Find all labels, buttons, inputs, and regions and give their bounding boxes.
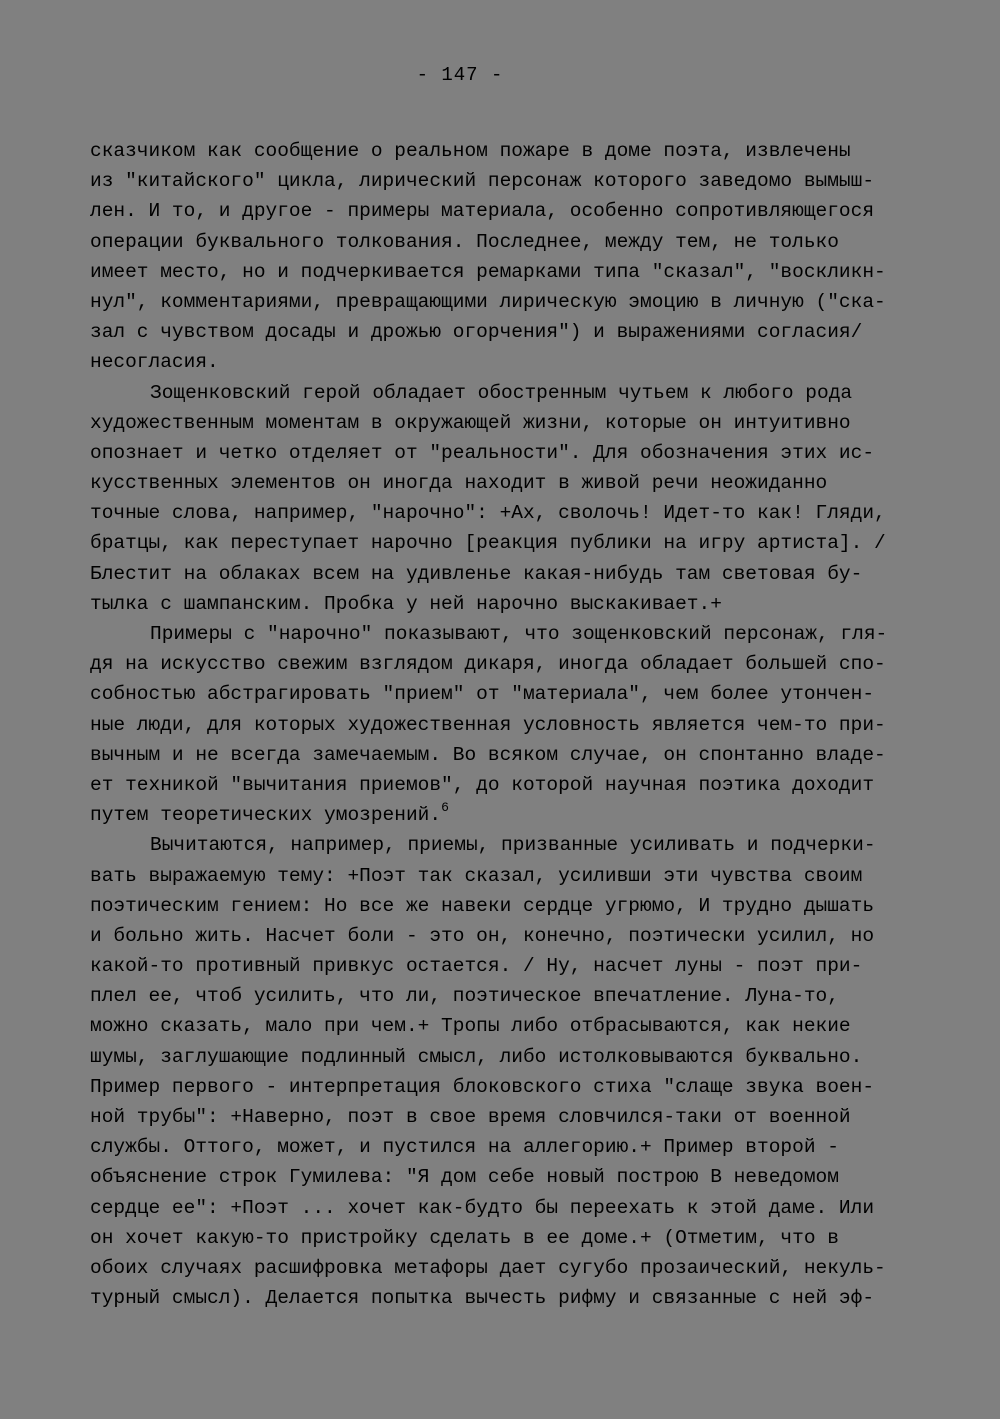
text-line: он хочет какую-то пристройку сделать в ее доме.+ (Отметим, что в (90, 1226, 839, 1249)
text-line: опознает и четко отделяет от "реальности". Для обозначения этих ис- (90, 441, 875, 464)
text-line: службы. Оттого, может, и пустился на аллегорию.+ Пример второй - (90, 1136, 839, 1159)
paragraph-first-line: Примеры с "нарочно" показывают, что зощенковский персонаж, гля- (150, 623, 888, 645)
text-line: из "китайского" цикла, лирический персонаж которого заведомо вымыш- (90, 170, 875, 193)
text-line: тылка с шампанским. Пробка у ней нарочно выскакивает.+ (90, 592, 722, 615)
text-line-with-footnote (90, 800, 920, 830)
paragraph-first-line: Зощенковский герой обладает обостренным чутьем к любого рода (150, 381, 853, 404)
text-line: какой-то противный привкус остается. / Ну, насчет луны - поэт при- (90, 955, 863, 978)
text-line: точные слова, например, "нарочно": +Ах, сволочь! Идет-то как! Гляди, (90, 502, 886, 525)
text-line: кусственных элементов он иногда находит в живой речи неожиданно (90, 472, 828, 495)
paragraph-first-line: Вычитаются, например, приемы, призванные усиливать и подчерки- (150, 834, 876, 857)
text-line: сердце ее": +Поэт ... хочет как-будто бы переехать к этой даме. Или (90, 1196, 875, 1219)
text-line: вать выражаемую тему: +Поэт так сказал, усиливши эти чувства своим (90, 864, 863, 887)
text-line: плел ее, чтоб усилить, что ли, поэтическое впечатление. Луна-то, (90, 985, 839, 1008)
text-line: можно сказать, мало при чем.+ Тропы либо отбрасываются, как некие (90, 1015, 851, 1038)
text-line: вычным и не всегда замечаемым. Во всяком случае, он спонтанно владе- (90, 743, 886, 766)
text-line: поэтическим гением: Но все же навеки сердце угрюмо, И трудно дышать (90, 894, 875, 917)
text-line: обоих случаях расшифровка метафоры дает сугубо прозаический, некуль- (90, 1256, 886, 1279)
text-line: Пример первого - интерпретация блоковского стиха "слаще звука воен- (90, 1075, 875, 1098)
text-line: шумы, заглушающие подлинный смысл, либо истолковываются буквально. (90, 1045, 863, 1068)
text-line: операции буквального толкования. Последнее, между тем, не только (90, 230, 839, 253)
text-line: ет техникой "вычитания приемов", до которой научная поэтика доходит (90, 773, 875, 796)
text-line: нул", комментариями, превращающими лирическую эмоцию в личную ("ска- (90, 290, 886, 313)
text-line: несогласия. (90, 351, 219, 374)
footnote-mark: 6 (441, 800, 449, 816)
text-line: дя на искусство свежим взглядом дикаря, иногда обладает большей спо- (90, 653, 886, 676)
text-line: зал с чувством досады и дрожью огорчения") и выражениями согласия/ (90, 321, 863, 344)
text-line: художественным моментам в окружающей жизни, которые он интуитивно (90, 411, 851, 434)
text-line: братцы, как переступает нарочно [реакция публики на игру артиста]. / (90, 532, 886, 555)
text-line: ные люди, для которых художественная условность является чем-то при- (90, 713, 886, 736)
text-line: имеет место, но и подчеркивается ремарками типа "сказал", "воскликн- (90, 260, 886, 283)
text-line: лен. И то, и другое - примеры материала, особенно сопротивляющегося (90, 200, 875, 223)
text-line: Блестит на облаках всем на удивленье какая-нибудь там световая бу- (90, 562, 863, 585)
text-line: сказчиком как сообщение о реальном пожаре в доме поэта, извлечены (90, 140, 851, 162)
text-line: собностью абстрагировать "прием" от "материала", чем более утончен- (90, 683, 875, 706)
text-line-content: путем теоретических умозрений. (90, 804, 442, 827)
text-line: объяснение строк Гумилева: "Я дом себе новый построю В неведомом (90, 1166, 839, 1189)
text-line: и больно жить. Насчет боли - это он, конечно, поэтически усилил, но (90, 924, 875, 947)
page-number: - 147 - (416, 64, 504, 86)
text-line: турный смысл). Делается попытка вычесть рифму и связанные с ней эф- (90, 1287, 875, 1310)
text-line: ной трубы": +Наверно, поэт в свое время словчился-таки от военной (90, 1106, 851, 1128)
body-text (90, 136, 920, 1313)
